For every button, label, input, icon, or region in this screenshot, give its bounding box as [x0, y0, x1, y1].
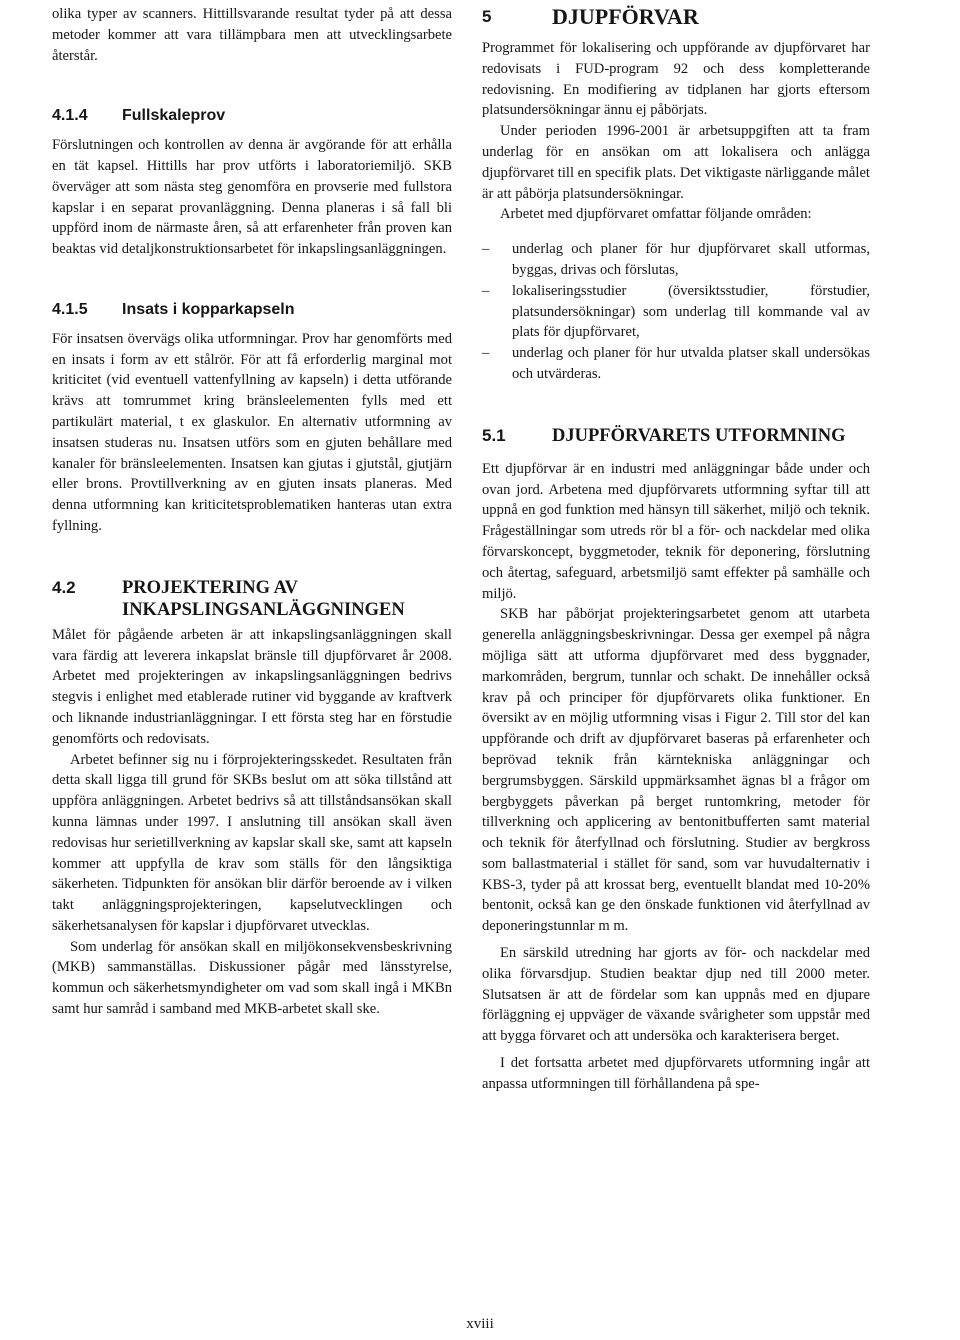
section-number: 5.1 [482, 425, 506, 445]
section-number: 4.1.5 [52, 300, 88, 318]
list-item: – lokaliseringsstudier (översiktsstudier, förstudier, platsundersökningar) som underlag till kommande val av plats för djupförvaret, [482, 281, 870, 343]
paragraph: I det fortsatta arbetet med djupförvarets utformning ingår att anpassa utformningen till förhållandena på spe- [482, 1055, 870, 1092]
page-number: xviii [466, 1316, 494, 1332]
right-column [482, 4, 870, 1095]
paragraph: Som underlag för ansökan skall en miljökonsekvensbeskrivning (MKB) sammanställas. Diskussioner pågår med länsstyrelse, kommun och säkerhetsmyndigheter om vad som skall ingå i MKBn samt hur samråd i samband med MKB-arbetet skall ske. [52, 938, 452, 1018]
left-column [52, 4, 452, 1020]
section-heading-4-1-5 [52, 300, 452, 321]
paragraph: Arbetet befinner sig nu i förprojekteringsskedet. Resultaten från detta skall ligga till grund för SKBs beslut om att söka tillstånd att uppföra anläggningen. Arbetet bedrivs så att tillståndsansökan skall kunna lämnas under 1997. I anslutning till ansökan skall även redovisas hur serietillverkning av kapslar skall ske, samt att kapseln kommer att uppfylla de krav som ställs för den långsiktiga säkerheten. Tidpunkten för ansökan blir därför beroende av i vilken takt anläggningsprojekteringen, kapselutvecklingen och säkerhetsanalysen för kapslar i djupförvaret utvecklas. [52, 751, 452, 934]
paragraph: Ett djupförvar är en industri med anläggningar både under och ovan jord. Arbetena med djupförvarets utformning syftar till att uppnå en god funktion med hänsyn till säkerhet, miljö och teknik. Frågeställningar som utreds rör bl a för- och nackdelar med olika förvarskoncept, byggmetoder, teknik för deponering, förslutning och återtag, safeguard, arbetsmiljö samt effekter på samhälle och miljö. [482, 460, 870, 602]
paragraph: För insatsen övervägs olika utformningar. Prov har genomförts med en insats i form av ett stålrör. För att få erforderlig marginal mot kriticitet (vid eventuell vattenfyllning av kapseln) i detta utförande krävs att tomrummet kring bränsleelementen fylls med ett partikulärt material, t ex glaskulor. En alternativ utformning av insatsen studeras nu. Insatsen utförs som en gjuten behållare med kanaler för bränsleelementen. Insatsen kan gjutas i gjutstål, gjutjärn eller brons. Provtillverkning av en gjuten insats planeras. Med denna utformning kan kriticitetsproblematiken hanteras utan extra fyllning. [52, 330, 452, 534]
continued-paragraph: olika typer av scanners. Hittillsvarande resultat tyder på att dessa metoder kommer att vara tillämpbara men att utvecklingsarbete återstår. [52, 6, 452, 64]
section-heading-4-2 [52, 577, 452, 621]
area-list [482, 239, 870, 385]
paragraph: Förslutningen och kontrollen av denna är avgörande för att erhålla en tät kapsel. Hittills har prov utförts i laboratoriemiljö. SKB överväger att som nästa steg genomföra en provserie med fullstora kapslar i en separat provanläggning. Denna planeras i så fall bli uppförd inom de närmaste åren, så att erfarenheter från proven kan beaktas vid detaljkonstruktionsarbetet för inkapslingsanläggningen. [52, 137, 452, 258]
chapter-title: DJUPFÖRVAR [552, 4, 699, 29]
paragraph: En särskild utredning har gjorts av för- och nackdelar med olika förvarsdjup. Studien beaktar djup ned till 2000 meter. Slutsatsen är att de fördelar som kan uppnås med en djupare förläggning ej uppväger de växande svårigheter som uppstår med att bygga förvaret och att undersöka och karakterisera berget. [482, 945, 870, 1045]
paragraph: Programmet för lokalisering och uppförande av djupförvaret har redovisats i FUD-program 92 och dess kompletterande redovisning. En modifiering av tidplanen har gjorts eftersom platsundersökningar ännu ej påbörjats. [482, 40, 870, 119]
section-heading-4-1-4 [52, 106, 452, 127]
section-title: DJUPFÖRVARETS UTFORMNING [552, 425, 846, 446]
chapter-heading-5 [482, 4, 870, 30]
list-item: – underlag och planer för hur djupförvaret skall utformas, byggas, drivas och förslutas, [482, 239, 870, 281]
section-title: PROJEKTERING AV INKAPSLINGSANLÄGGNINGEN [122, 577, 405, 620]
paragraph: Målet för pågående arbeten är att inkapslingsanläggningen skall vara färdig att leverera inkapslat bränsle till djupförvaret år 2008. Arbetet med projekteringen av inkapslingsanläggningen bedrivs stegvis i enlighet med etablerade rutiner vid byggande av kraftverk och liknande industrianläggningar. I ett första steg har en förstudie genomförts och redovisats. [52, 626, 452, 747]
section-number: 4.2 [52, 577, 76, 597]
paragraph: Arbetet med djupförvaret omfattar följande områden: [500, 206, 812, 223]
section-title: Fullskaleprov [122, 107, 226, 125]
list-item: – underlag och planer för hur utvalda platser skall undersökas och utvärderas. [482, 343, 870, 385]
section-number: 4.1.4 [52, 107, 88, 125]
paragraph: Under perioden 1996-2001 är arbetsuppgiften att ta fram underlag för en ansökan om att lokalisera och anlägga djupförvaret till en specifik plats. Det viktigaste närliggande målet är att påbörja platsundersökningar. [482, 123, 870, 202]
paragraph: SKB har påbörjat projekteringsarbetet genom att utarbeta generella anläggningsbeskrivningar. Dessa ger exempel på några möjliga sätt att utforma djupförvaret med dess byggnader, markområden, bergrum, tunnlar och schakt. De innehåller också krav på och principer för djupförvarets olika funktioner. En översikt av en möjlig utformning visas i Figur 2. Till stor del kan uppförande och drift av djupförvaret baseras på erfarenheter och beprövad teknik från kärntekniska anläggningar och bergrumsbyggen. Särskild uppmärksamhet ägnas bl a frågor om bergbyggets påverkan på berget runtomkring, metoder för tillverkning och applicering av bentonitbufferten samt material och teknik för återfyllnad och förslutning. Studier av bergkross som ballastmaterial i stället för sand, som var huvudalternativ i KBS-3, tyder på att krossat berg, eventuellt blandat med 10-20% bentonit, också kan ge den önskade funktionen vid återfyllnad av deponeringstunnlar m m. [482, 606, 870, 935]
chapter-number: 5 [482, 7, 492, 26]
section-title: Insats i kopparkapseln [122, 300, 295, 318]
section-heading-5-1 [482, 425, 870, 447]
